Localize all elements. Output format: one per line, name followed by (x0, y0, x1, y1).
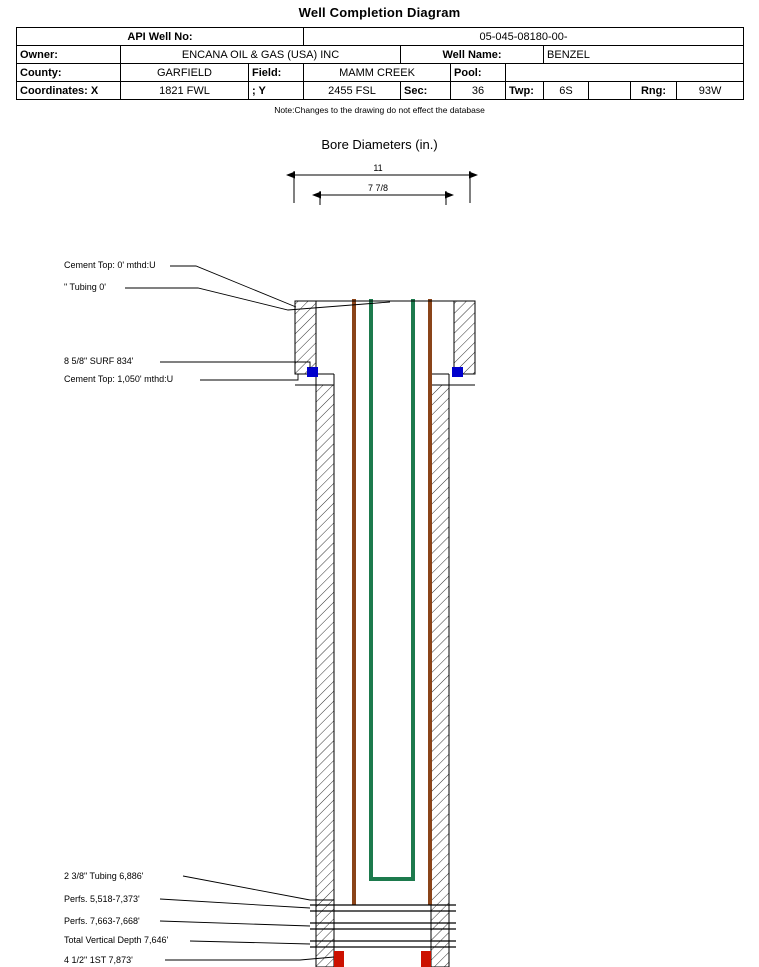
leader-lines (125, 266, 390, 960)
well-schematic (0, 5, 759, 967)
bore-inner-dim-label: 7 7/8 (367, 183, 389, 193)
api-label: API Well No: (17, 28, 304, 46)
api-value: 05-045-08180-00- (304, 28, 744, 46)
sec-value: 36 (451, 82, 506, 100)
twp-value: 6S (544, 82, 589, 100)
annotation-tubing-0: " Tubing 0' (64, 282, 106, 292)
annotation-perfs-1: Perfs. 5,518-7,373' (64, 894, 140, 904)
annotation-surface-casing: 8 5/8" SURF 834' (64, 356, 134, 366)
bore-outer-dim-label: 11 (373, 163, 383, 173)
rng-label: Rng: (631, 82, 677, 100)
annotation-cement-top-1050: Cement Top: 1,050' mthd:U (64, 374, 174, 384)
pool-label: Pool: (451, 64, 506, 82)
bottom-plug (334, 951, 431, 967)
rng-value: 93W (677, 82, 744, 100)
annotation-total-vertical-depth: Total Vertical Depth 7,646' (64, 935, 169, 945)
coord-x-value: 1821 FWL (121, 82, 249, 100)
twp-label: Twp: (506, 82, 544, 100)
county-label: County: (17, 64, 121, 82)
coordinates-label: Coordinates: X (17, 82, 121, 100)
annotation-production-casing: 4 1/2" 1ST 7,873' (64, 955, 133, 965)
sec-label: Sec: (401, 82, 451, 100)
annotation-perfs-2: Perfs. 7,663-7,668' (64, 916, 140, 926)
cement-shoe-markers (307, 367, 463, 377)
coord-y-label: ; Y (249, 82, 304, 100)
well-name-label: Well Name: (401, 46, 544, 64)
coord-y-value: 2455 FSL (304, 82, 401, 100)
bore-diameters-title: Bore Diameters (in.) (321, 137, 438, 152)
owner-label: Owner: (17, 46, 121, 64)
bore-inner-dimension (320, 191, 446, 205)
county-value: GARFIELD (121, 64, 249, 82)
page-title: Well Completion Diagram (298, 5, 461, 20)
owner-value: ENCANA OIL & GAS (USA) INC (121, 46, 401, 64)
annotation-cement-top-0: Cement Top: 0' mthd:U (64, 260, 156, 270)
tubing-string (369, 299, 415, 881)
field-label: Field: (249, 64, 304, 82)
surface-casing (295, 301, 475, 374)
annotation-tubing-6886: 2 3/8" Tubing 6,886' (64, 871, 144, 881)
well-name-value: BENZEL (544, 46, 744, 64)
drawing-note: Note:Changes to the drawing do not effect the database (274, 105, 485, 115)
field-value: MAMM CREEK (304, 64, 451, 82)
rod-string (352, 299, 432, 905)
